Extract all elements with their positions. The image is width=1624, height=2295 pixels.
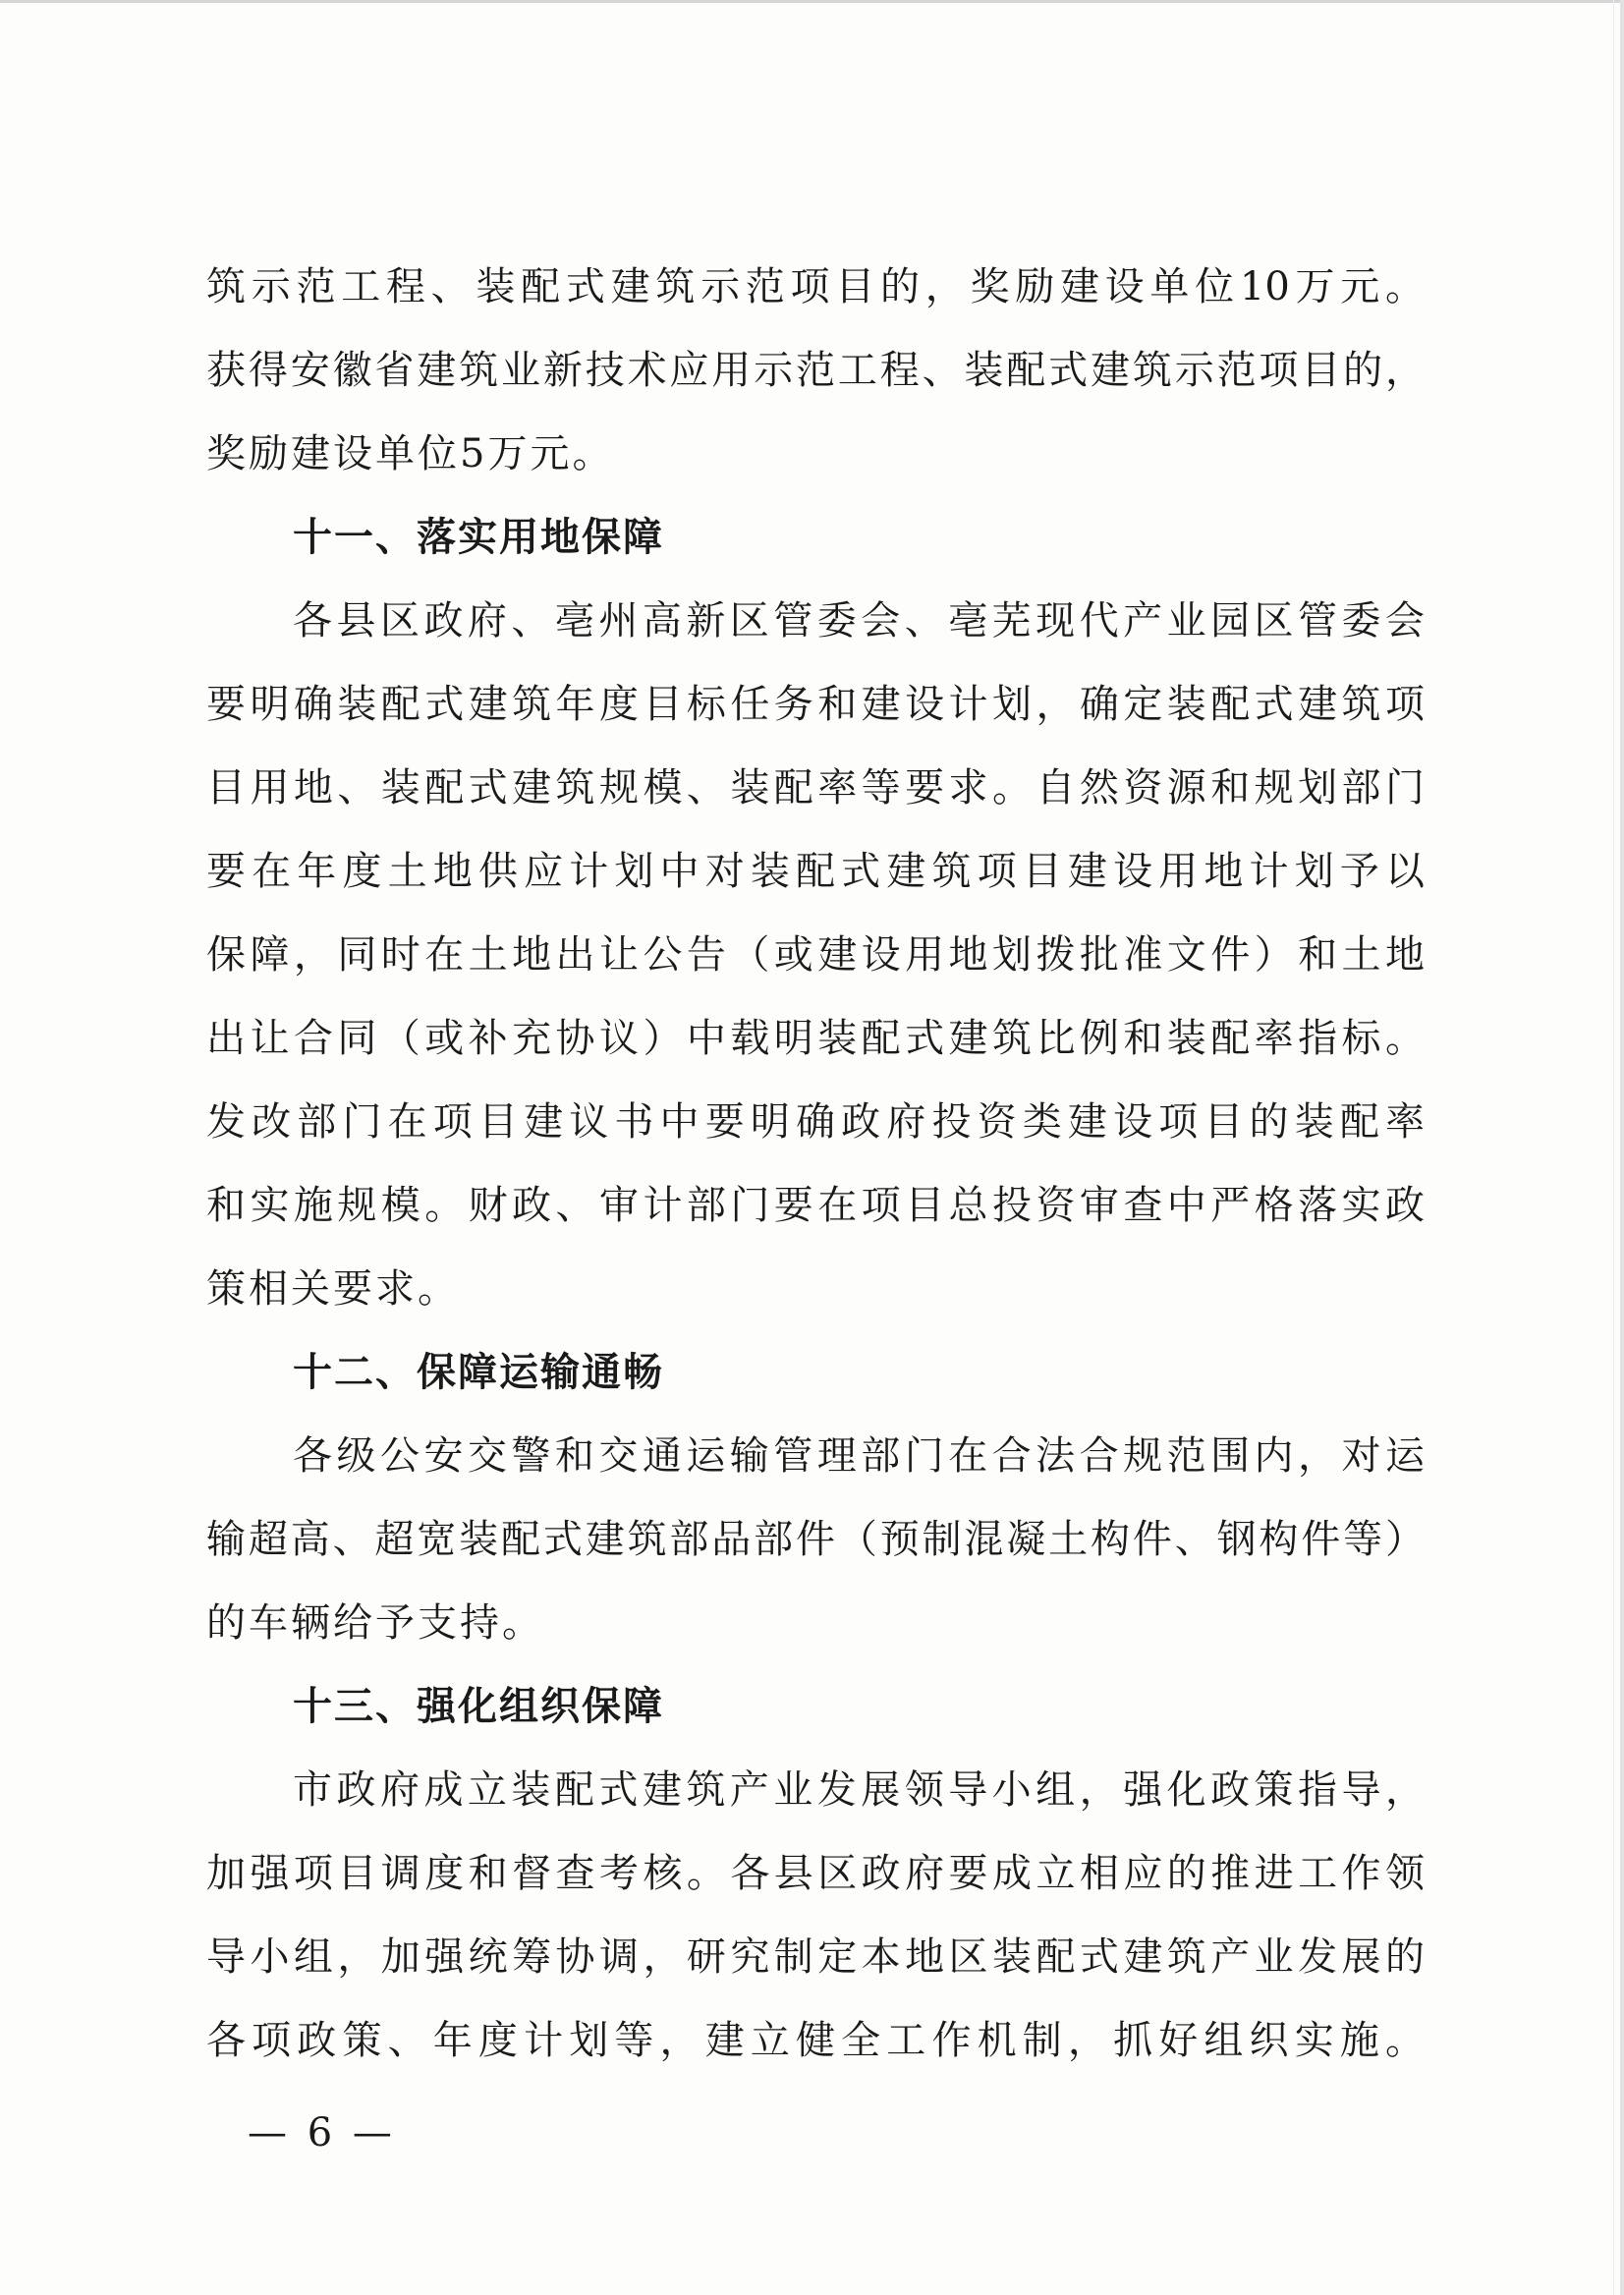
page-number: — 6 — — [248, 2110, 396, 2155]
body-line: 要在年度土地供应计划中对装配式建筑项目建设用地计划予以 — [206, 849, 1425, 894]
scan-edge-top — [0, 0, 1624, 3]
body-line: 市政府成立装配式建筑产业发展领导小组，强化政策指导， — [293, 1767, 1425, 1813]
body-line: 输超高、超宽装配式建筑部品部件（预制混凝土构件、钢构件等） — [206, 1517, 1425, 1562]
body-line: 的车辆给予支持。 — [206, 1600, 544, 1646]
body-line: 筑示范工程、装配式建筑示范项目的，奖励建设单位10万元。 — [206, 264, 1425, 309]
body-line: 出让合同（或补充协议）中载明装配式建筑比例和装配率指标。 — [206, 1016, 1425, 1061]
body-line: 各项政策、年度计划等，建立健全工作机制，抓好组织实施。 — [206, 2018, 1425, 2063]
body-line: 各级公安交警和交通运输管理部门在合法合规范围内，对运 — [293, 1433, 1425, 1479]
scan-edge-inner-line — [1613, 0, 1614, 2295]
body-line: 要明确装配式建筑年度目标任务和建设计划，确定装配式建筑项 — [206, 682, 1425, 727]
body-line: 加强项目调度和督查考核。各县区政府要成立相应的推进工作领 — [206, 1851, 1425, 1896]
body-line: 导小组，加强统筹协调，研究制定本地区装配式建筑产业发展的 — [206, 1934, 1425, 1980]
scan-edge-right — [1620, 0, 1624, 2295]
body-line: 策相关要求。 — [206, 1266, 460, 1312]
body-line: 发改部门在项目建议书中要明确政府投资类建设项目的装配率 — [206, 1099, 1425, 1145]
body-line: 获得安徽省建筑业新技术应用示范工程、装配式建筑示范项目的， — [206, 348, 1425, 393]
body-line: 保障，同时在土地出让公告（或建设用地划拨批准文件）和土地 — [206, 932, 1425, 978]
body-line: 目用地、装配式建筑规模、装配率等要求。自然资源和规划部门 — [206, 765, 1425, 811]
section-heading-13: 十三、强化组织保障 — [293, 1684, 664, 1729]
body-line: 各县区政府、亳州高新区管委会、亳芜现代产业园区管委会 — [293, 598, 1425, 644]
body-line: 和实施规模。财政、审计部门要在项目总投资审查中严格落实政 — [206, 1183, 1425, 1228]
body-line: 奖励建设单位5万元。 — [206, 431, 615, 476]
document-body — [206, 246, 1425, 2083]
section-heading-12: 十二、保障运输通畅 — [293, 1350, 664, 1395]
section-heading-11: 十一、落实用地保障 — [293, 515, 664, 560]
